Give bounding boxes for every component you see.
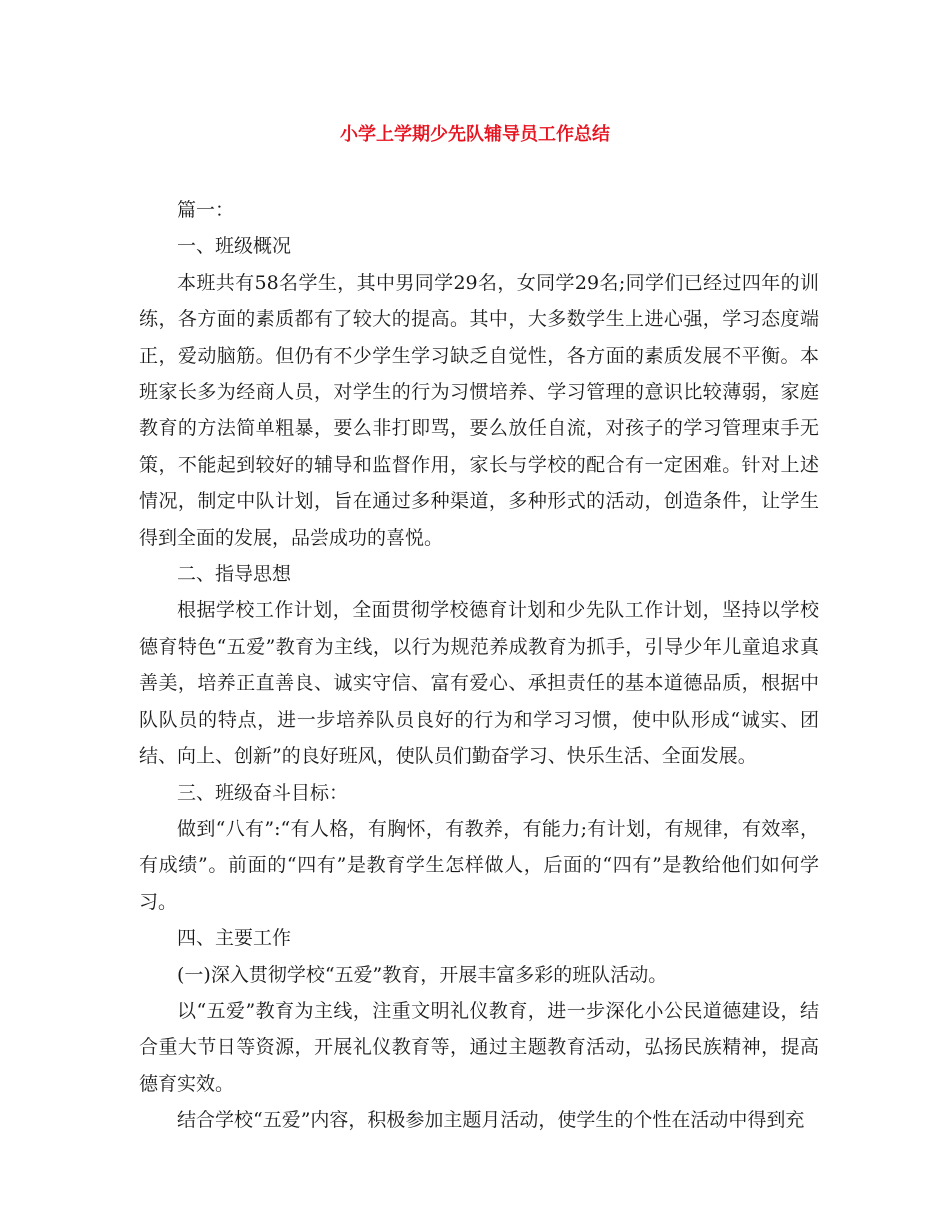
section-heading: 四、主要工作 xyxy=(177,927,292,950)
paragraph: 篇一： xyxy=(177,199,235,221)
section-heading: 二、指导思想 xyxy=(177,563,292,586)
section-heading: 一、班级概况 xyxy=(177,235,292,258)
document-title: 小学上学期少先队辅导员工作总结 xyxy=(340,124,610,145)
section-heading: 三、班级奋斗目标： xyxy=(177,781,349,804)
paragraph: 做到“八有”:“有人格，有胸怀，有教养，有能力;有计划，有规律，有效率，有成绩”。前面的“四有”是教育学生怎样做人，后面的“四有”是教给他们如何学习。 xyxy=(139,817,819,913)
paragraph: 以“五爱”教育为主线，注重文明礼仪教育，进一步深化小公民道德建设，结合重大节日等资源，开展礼仪教育等，通过主题教育活动，弘扬民族精神，提高德育实效。 xyxy=(139,999,819,1095)
document-body xyxy=(139,192,819,1139)
paragraph: 本班共有58名学生，其中男同学29名，女同学29名;同学们已经过四年的训练，各方面的素质都有了较大的提高。其中，大多数学生上进心强，学习态度端正，爱动脑筋。但仍有不少学生学习缺乏自觉性，各方面的素质发展不平衡。本班家长多为经商人员，对学生的行为习惯培养、学习管理的意识比较薄弱，家庭教育的方法简单粗暴，要么非打即骂，要么放任自流，对孩子的学习管理束手无策，不能起到较好的辅导和监督作用，家长与学校的配合有一定困难。针对上述情况，制定中队计划，旨在通过多种渠道，多种形式的活动，创造条件，让学生得到全面的发展，品尝成功的喜悦。 xyxy=(139,271,819,549)
paragraph: 结合学校“五爱”内容，积极参加主题月活动，使学生的个性在活动中得到充 xyxy=(177,1109,805,1132)
subsection-heading: (一)深入贯彻学校“五爱”教育，开展丰富多彩的班队活动。 xyxy=(177,963,668,986)
paragraph: 根据学校工作计划，全面贯彻学校德育计划和少先队工作计划，坚持以学校德育特色“五爱”教育为主线，以行为规范养成教育为抓手，引导少年儿童追求真善美，培养正直善良、诚实守信、富有爱心、承担责任的基本道德品质，根据中队队员的特点，进一步培养队员良好的行为和学习习惯，使中队形成“诚实、团结、向上、创新”的良好班风，使队员们勤奋学习、快乐生活、全面发展。 xyxy=(139,599,819,768)
